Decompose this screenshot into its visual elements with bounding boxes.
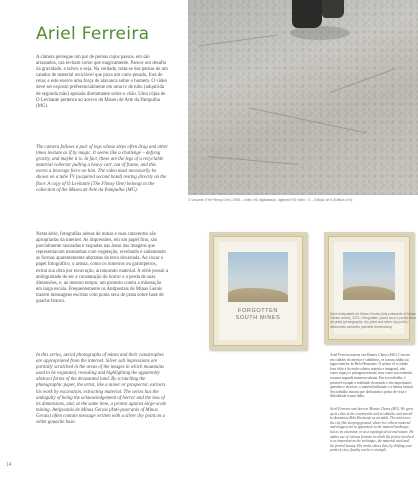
video-description-en: The camera follows a pair of legs whose steps often drag and other times levitate as if by magic. It seems like a challenge – defying gravity, and maybe it is. In fact, these are the legs of a recyclable material collector pulling a heavy cart, out of frame, and this exerts a leverage force on him. The video must necessarily be shown on a tube TV (acquired second hand) resting directly on the floor. A copy of O Levitante (The Flimsy One) belongs to the collection of the Museu de Arte da Pampulha (MG). [36,145,168,193]
leg-shadow [290,26,350,40]
postcard-mat [219,242,297,340]
series-description-pt: Nesta série, fotografias aéreas de minas e suas cataventos são apropriadas da internet. As impressões, em um papel fino, são parcialmente rasuradas e raspadas nas áreas das imagens que representavam montanhas com vegetação, revelando e salientando as formas aparentemente abstratas da terra devastada. Ao riscar o papel fotográfico, o artista, como os mineiros ou garimpeiros, extrai sua obra por escavação, arrancando material. A série possui a ambiguidade de ser a constatação do horror e a perda de suas dimensões, e, ao mesmo tempo, um protesto contra a mineração em larga escala. Frequentemente os Antipostais de Minas Gerais trazem mensagens escritas com ponta seca de prata sobre base de guache branco. [36,232,168,305]
artist-bio-en: Ariel Ferreira was born in Montes Claros (MG). He grew up in cities in the countryside and in suburbs, and moved to downtown Belo Horizonte as an adult. The artist sees the city (his sleeping ground, where he collects material and images) not in opposition to the natural landscape, but as its extension, or as a topological second nature. He makes use of various formats in which the poetry involved is as important as the technique, the material used and the formal beauty. His works shows that, by shifting your point of view, finality can be a strength. [330,407,414,453]
artist-name-heading: Ariel Ferreira [36,24,150,44]
video-description-pt: A câmera persegue um par de pernas cujos passos, em são arrastados, ora levitam como que magicamente. Parece um desafio da gravidade, e talvez o seja. Na verdade, trata-se das pernas de um catador de material reciclável que puxa um carro pesado, fora de cena; e este exerce uma força de alavanca sobre o homem. O vídeo deve ser exposto preferencialmente em uma tv de tubo (adquirida de segunda mão) apoiada diretamente sobre o chão. Uma cópia de O Levitante pertence ao acervo do Museu de Arte da Pampulha (MG). [36,55,168,109]
postcard-inscription: FORGOTTEN SOUTH MINES [235,308,281,321]
aerial-mine-photo [228,252,288,302]
walking-leg-second [322,0,344,18]
series-description-en: In this series, aerial photographs of mines and their catastrophes are appropriated from the internet. Silver salt impressions are partially scratched in the areas of the images in which mountains used to be vegetated, revealing and highlighting the apparently abstract forms of the devastated land. By scratching the photographic paper, the artist, like a miner or prospector, extracts his work by excavation, extracting material. The series has the ambiguity of being the acknowledgement of horror and the loss of its dimensions, and, at the same time, a protest against large-scale mining. Antipostais de Minas Gerais (Anti-postcards of Minas Gerais) often contain message written with a silver dry point on a white gouache base. [36,353,167,426]
framed-postcard-left [209,232,307,350]
artist-bio-pt: Ariel Ferreira nasceu em Montes Claros (MG). Cresceu em cidades do interior e subúrbios, se tornou adulto na lagoa-interior de Belo Horizonte. O artista vê a cidade (seu chão e do onde coletou matéria e imagens), não como espaço e paisagem natural, mas como sua extensão, ou uma segunda natureza urbana. Em seu trabalho, é possível escapar a realidade do mundo e são importantes questões e técnicas, o material utilizado e a beleza formal. Seu trabalho mostra que dedicando o ponto de vista e dificuldade à uma linha. [330,353,414,399]
postcards-caption: Série Antipostais de Minas Gerais (Anti-postcards of Minas Gerais series), 2021 / fotografias, ponta seca e ponta seca de prata (photographs, dry point and silver dry point) / dimensões variáveis (variable dimensions) [330,312,416,329]
aerial-mine-photo [343,252,395,300]
page-number: 14 [6,462,12,468]
video-caption: O Levante (The Flimsy One), 2006 – vídeo HD digitalizado, digitized HD video / 3' – Edição de 5 (Edition of 5) [188,198,353,202]
walking-leg [292,0,322,28]
